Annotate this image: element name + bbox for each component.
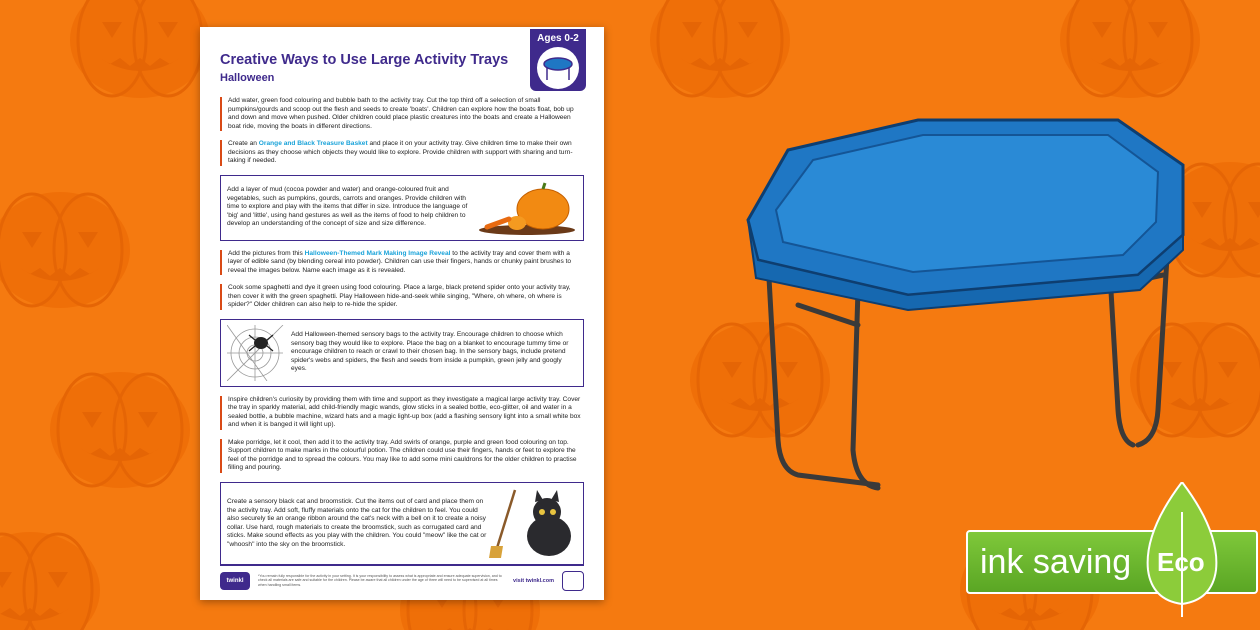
activity-item: Make porridge, let it cool, then add it to the activity tray. Add swirls of orange, purple and green food colouring on top. Support children to make marks in the colourful potion. The children could use their fingers, hands or feet to explore the feel of the porridge and to spread the colours. You may like to add some mini cauldrons for the older children to practise filling and pouring. bbox=[220, 439, 584, 473]
treasure-basket-link[interactable]: Orange and Black Treasure Basket bbox=[258, 140, 368, 147]
document-subtitle: Halloween bbox=[220, 72, 275, 84]
black-cat-broomstick-icon bbox=[487, 488, 577, 560]
item-text: Add Halloween-themed sensory bags to the activity tray. Encourage children to choose which sensory bag they would like to explore. Place the bag on a blanket to encourage tummy time or encourage children to reach or crawl to their chosen bag. In the sensory bags, include pretend spider's webs and spiders, the flesh and seeds from inside a pumpkin, green jelly and googly eyes. bbox=[291, 331, 569, 373]
activity-item: Cook some spaghetti and dye it green using food colouring. Place a large, black pretend spider onto your activity tray, then cover it with the green spaghetti. Play Halloween hide-and-seek while singing, "Where, oh where, oh where is spider?" Older children can also help to re-hide the spider. bbox=[220, 284, 584, 310]
activity-item-boxed bbox=[220, 319, 584, 387]
item-text: Create an bbox=[228, 140, 259, 147]
age-badge-label: Ages 0-2 bbox=[537, 33, 579, 44]
document-title: Creative Ways to Use Large Activity Trays bbox=[220, 52, 509, 68]
age-badge bbox=[530, 29, 586, 91]
activity-item: Inspire children's curiosity by providing them with time and support as they investigate a magical large activity tray. Cover the tray in sparkly material, add child-friendly magic wands, glow sticks in a sealed bottle, eco-glitter, oil and water in a sealed bottle, a bubble machine, wizard hats and a magic light-up box (add a flashing sensory light into a small white box and when it is banged it will light up). bbox=[220, 396, 584, 430]
activity-item-boxed bbox=[220, 175, 584, 241]
item-text: Add a layer of mud (cocoa powder and water) and orange-coloured fruit and vegetables, such as pumpkins, gourds, carrots and oranges. Provide children with time to explore and play with the items that differ in size. Introduce the language of 'big' and 'little', using hand gestures as well as the items of food to help children to develop an understanding of the concept of size and size difference. bbox=[227, 186, 468, 228]
activity-item: Add water, green food colouring and bubble bath to the activity tray. Cut the top third off a selection of small pumpkins/gourds and scoop out the flesh and seeds to create 'boats'. Children can explore how the boats float, bob up and down and move when pushed. Older children could place plastic creatures into the boats and create a Halloween boat ride, moving the boats in different directions. bbox=[220, 97, 584, 131]
activity-item-boxed bbox=[220, 482, 584, 566]
activity-item bbox=[220, 140, 584, 166]
twinkl-logo: twinkl bbox=[220, 572, 250, 590]
mark-making-link[interactable]: Halloween-Themed Mark Making Image Reveal bbox=[304, 249, 451, 257]
item-text: and place it on your activity tray. Give children time to make their own decisions as they choose which objects they would like to explore. Provide children with support with sharing and turn-taking if needed. bbox=[228, 140, 573, 164]
activity-tray-illustration bbox=[738, 110, 1188, 510]
item-text: Create a sensory black cat and broomstick. Cut the items out of card and place them on the activity tray. Add soft, fluffy materials onto the cat for the children to feel. You could also securely tie an orange ribbon around the cat's neck with a bell on it to create a noisy collar. Use hard, rough materials to create the broomstick, such as corrugated card and sticks. Make sound effects as you play with the children. You could "meow" like the cat or "whoosh" into the sky on the broomstick. bbox=[227, 498, 487, 548]
item-text: Add the pictures from this bbox=[228, 249, 305, 257]
activity-document bbox=[200, 27, 604, 600]
item-text: to the activity tray and cover them with a layer of edible sand (by blending cereal into powder). Children can use their fingers, hands or chunky paint brushes to reveal the images below. Name each image as it is revealed. bbox=[228, 249, 572, 274]
activity-item bbox=[220, 250, 584, 276]
footer-badge-icon bbox=[562, 571, 584, 591]
spider-web-icon bbox=[227, 325, 285, 381]
eco-label: Eco bbox=[1157, 547, 1205, 577]
footer-disclaimer: *You remain fully responsible for the activity in your setting. It is your responsibility to assess what is appropriate and ensure adequate supervision, and to check all materials are safe and suitable for the children. Please be aware that all children under the age of three will need to be supervised at all times when handling small items. bbox=[258, 573, 502, 587]
pumpkin-vegetables-icon bbox=[477, 181, 577, 235]
tray-badge-icon bbox=[537, 47, 579, 89]
footer-url[interactable]: visit twinkl.com bbox=[513, 577, 554, 584]
ink-saving-label: ink saving bbox=[980, 542, 1132, 581]
document-footer bbox=[220, 564, 584, 590]
